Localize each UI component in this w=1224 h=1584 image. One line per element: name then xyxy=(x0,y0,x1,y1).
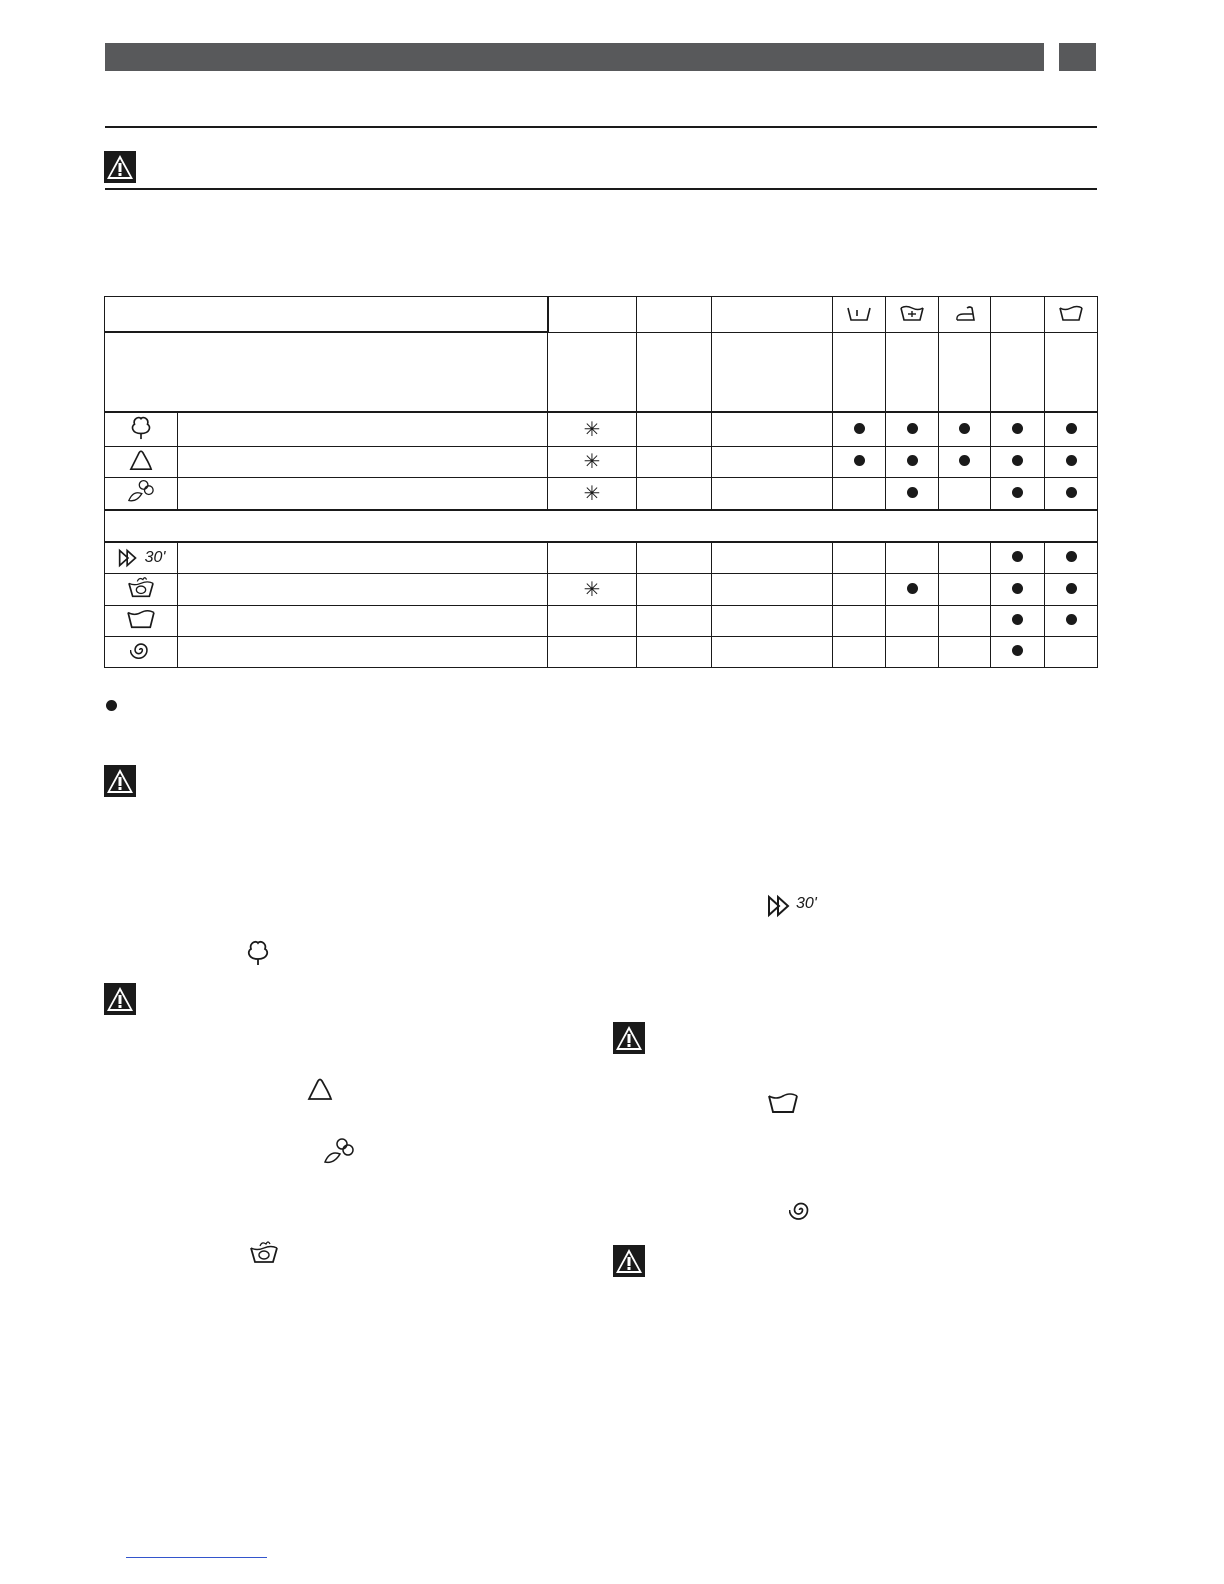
programme-name-cell xyxy=(178,447,548,478)
footer-link-underline xyxy=(126,1557,267,1558)
load-cell xyxy=(637,574,712,606)
temperature-cell xyxy=(548,542,637,574)
load-cell xyxy=(637,637,712,668)
option-cell xyxy=(886,412,939,447)
availability-dot xyxy=(1012,614,1023,625)
programme-icon-cell xyxy=(105,412,178,447)
spin-cell xyxy=(712,447,833,478)
subheader-cell xyxy=(105,332,548,412)
availability-dot xyxy=(1012,551,1023,562)
option-cell xyxy=(833,412,886,447)
table-header-row xyxy=(105,297,1098,333)
option-cell xyxy=(939,542,991,574)
option-cell xyxy=(833,574,886,606)
load-cell xyxy=(637,606,712,637)
temperature-cell xyxy=(548,447,637,478)
header-cell-stain xyxy=(886,297,939,333)
temperature-cell xyxy=(548,412,637,447)
option-cell xyxy=(991,542,1045,574)
wool-icon xyxy=(126,478,156,509)
spin-icon xyxy=(130,639,152,666)
header-cell-programme xyxy=(105,297,548,333)
availability-dot xyxy=(907,455,918,466)
warning-icon xyxy=(613,1245,645,1277)
spin-cell xyxy=(712,574,833,606)
table-row xyxy=(105,637,1098,668)
availability-dot xyxy=(907,487,918,498)
availability-dot xyxy=(1066,487,1077,498)
option-cell xyxy=(833,606,886,637)
availability-dot xyxy=(907,423,918,434)
table-row xyxy=(105,574,1098,606)
availability-dot xyxy=(1066,455,1077,466)
option-cell xyxy=(886,542,939,574)
option-cell xyxy=(1045,412,1098,447)
option-cell xyxy=(1045,478,1098,511)
subheader-cell xyxy=(991,332,1045,412)
synthetics-icon xyxy=(128,448,154,477)
programme-table xyxy=(104,296,1098,668)
warning-icon xyxy=(104,151,136,183)
option-cell xyxy=(991,606,1045,637)
option-cell xyxy=(1045,606,1098,637)
separator-cell xyxy=(105,510,1098,542)
option-cell xyxy=(886,606,939,637)
option-cell xyxy=(991,478,1045,511)
option-cell xyxy=(1045,574,1098,606)
option-cell xyxy=(939,637,991,668)
table-row xyxy=(105,542,1098,574)
subheader-cell xyxy=(712,332,833,412)
subheader-cell xyxy=(1045,332,1098,412)
load-cell xyxy=(637,542,712,574)
cotton-icon xyxy=(244,937,272,967)
wash-tub-icon xyxy=(1057,304,1085,324)
fast-forward-icon xyxy=(766,894,792,918)
handwash-icon xyxy=(248,1238,280,1266)
stain-icon xyxy=(898,304,926,324)
warning-icon xyxy=(613,1022,645,1054)
programme-name-cell xyxy=(178,606,548,637)
option-cell xyxy=(939,606,991,637)
availability-dot xyxy=(1012,645,1023,656)
spin-cell xyxy=(712,478,833,511)
warning-icon xyxy=(104,765,136,797)
availability-dot xyxy=(854,455,865,466)
option-cell xyxy=(991,637,1045,668)
header-cell-extra xyxy=(1045,297,1098,333)
option-cell xyxy=(991,447,1045,478)
load-cell xyxy=(637,412,712,447)
programme-icon-cell xyxy=(105,542,178,574)
quick-30-label: 30' xyxy=(144,549,166,566)
rinse-icon xyxy=(125,607,157,636)
table-separator-row xyxy=(105,510,1098,542)
spin-cell xyxy=(712,412,833,447)
subheader-cell xyxy=(548,332,637,412)
table-row xyxy=(105,606,1098,637)
page-number-box xyxy=(1059,43,1096,71)
programme-name-cell xyxy=(178,574,548,606)
option-cell xyxy=(833,478,886,511)
programme-icon-cell xyxy=(105,447,178,478)
quick-30-label: 30' xyxy=(796,895,817,912)
spin-cell xyxy=(712,637,833,668)
availability-dot xyxy=(1066,551,1077,562)
option-cell xyxy=(939,447,991,478)
quick-30-icon xyxy=(117,548,166,568)
option-cell xyxy=(833,542,886,574)
option-cell xyxy=(939,574,991,606)
table-subheader-row xyxy=(105,332,1098,412)
table-row xyxy=(105,478,1098,511)
header-cell-temperature xyxy=(548,297,637,333)
load-cell xyxy=(637,447,712,478)
option-cell xyxy=(939,412,991,447)
synthetics-icon xyxy=(306,1076,334,1102)
availability-dot xyxy=(959,423,970,434)
subheader-cell xyxy=(637,332,712,412)
header-cell-load xyxy=(637,297,712,333)
temperature-cell xyxy=(548,606,637,637)
header-bar xyxy=(105,43,1044,71)
warning-icon xyxy=(104,983,136,1015)
header-cell-prewash xyxy=(833,297,886,333)
option-cell xyxy=(939,478,991,511)
subheader-cell xyxy=(833,332,886,412)
table-row xyxy=(105,447,1098,478)
programme-name-cell xyxy=(178,478,548,511)
prewash-icon xyxy=(845,304,873,324)
snowflake-icon: ✳ xyxy=(583,480,601,505)
option-cell xyxy=(1045,637,1098,668)
option-cell xyxy=(1045,542,1098,574)
availability-dot xyxy=(1012,487,1023,498)
option-cell xyxy=(886,574,939,606)
programme-name-cell xyxy=(178,637,548,668)
programme-name-cell xyxy=(178,412,548,447)
rinse-icon xyxy=(766,1090,800,1116)
subheader-cell xyxy=(886,332,939,412)
table-row xyxy=(105,412,1098,447)
availability-dot xyxy=(1012,583,1023,594)
availability-dot xyxy=(1012,423,1023,434)
option-cell xyxy=(886,447,939,478)
programme-icon-cell xyxy=(105,478,178,511)
availability-dot xyxy=(1066,423,1077,434)
snowflake-icon: ✳ xyxy=(583,576,601,601)
temperature-cell xyxy=(548,574,637,606)
availability-dot xyxy=(1012,455,1023,466)
load-cell xyxy=(637,478,712,511)
header-cell-spin xyxy=(712,297,833,333)
wool-icon xyxy=(322,1136,356,1166)
option-cell xyxy=(991,574,1045,606)
spin-icon xyxy=(789,1198,813,1222)
option-cell xyxy=(886,478,939,511)
quick-30-icon xyxy=(766,892,830,920)
option-cell xyxy=(991,412,1045,447)
availability-dot xyxy=(1066,583,1077,594)
temperature-cell xyxy=(548,637,637,668)
programme-name-cell xyxy=(178,542,548,574)
availability-dot xyxy=(907,583,918,594)
section-top-rule xyxy=(105,126,1097,128)
cotton-icon xyxy=(128,413,154,446)
header-cell-rinse-hold xyxy=(991,297,1045,333)
spin-cell xyxy=(712,606,833,637)
programme-icon-cell xyxy=(105,637,178,668)
programme-icon-cell xyxy=(105,574,178,606)
spin-cell xyxy=(712,542,833,574)
option-cell xyxy=(833,447,886,478)
legend-dot xyxy=(106,700,117,711)
programme-icon-cell xyxy=(105,606,178,637)
snowflake-icon: ✳ xyxy=(583,449,601,473)
availability-dot xyxy=(854,423,865,434)
option-cell xyxy=(833,637,886,668)
availability-dot xyxy=(959,455,970,466)
handwash-icon xyxy=(126,574,156,605)
temperature-cell xyxy=(548,478,637,511)
option-cell xyxy=(1045,447,1098,478)
snowflake-icon: ✳ xyxy=(583,416,601,441)
subheader-cell xyxy=(939,332,991,412)
availability-dot xyxy=(1066,614,1077,625)
header-cell-softener xyxy=(939,297,991,333)
section-bottom-rule xyxy=(105,188,1097,190)
softener-icon xyxy=(952,304,978,324)
option-cell xyxy=(886,637,939,668)
